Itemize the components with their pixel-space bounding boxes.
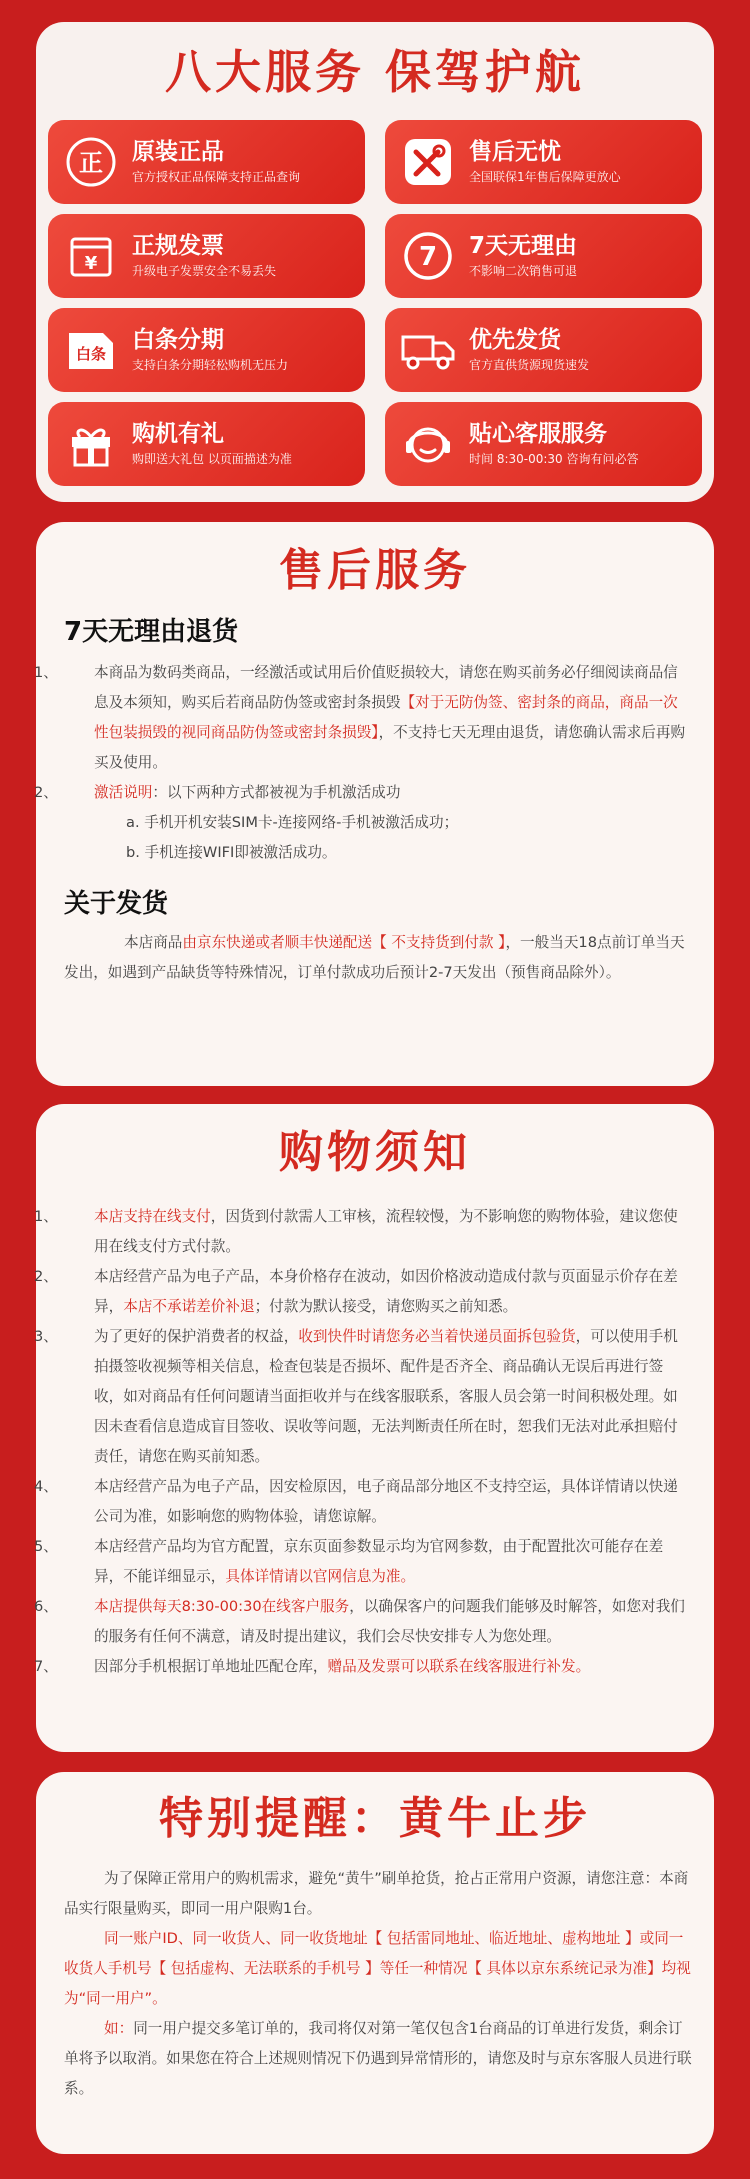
service-aftersales — [385, 120, 702, 204]
service-customer-support — [385, 402, 702, 486]
services-grid — [48, 120, 702, 486]
genuine-badge-icon — [62, 133, 120, 191]
service-genuine — [48, 120, 365, 204]
aftersales-title: 售后服务 — [279, 545, 471, 596]
tools-icon — [399, 133, 457, 191]
warning-paragraph-1: 为了保障正常用户的购机需求，避免“黄牛”刷单抢货，抢占正常用户资源，请您注意：本商品实行限量购买，即同一用户限购1台。 — [64, 1870, 689, 1917]
service-subtitle: 购即送大礼包 以页面描述为准 — [132, 452, 292, 466]
shipping-text: 本店商品由京东快递或者顺丰快递配送【 不支持货到付款 】，一般当天18点前订单当天发出，如遇到产品缺货等特殊情况，订单付款成功后预计2-7天发出（预售商品除外）。 — [64, 934, 685, 981]
notice-item-1: 1、 本店支持在线支付，因货到付款需人工审核，流程较慢，为不影响您的购物体验，建议您使用在线支付方式付款。 — [34, 1208, 678, 1255]
service-subtitle: 不影响二次销售可退 — [469, 264, 578, 278]
return-policy-item-1: 1、 本商品为数码类商品，一经激活或试用后价值贬损较大，请您在购买前务必仔细阅读商品信息及本须知，购买后若商品防伪签或密封条损毁【对于无防伪签、密封条的商品，商品一次性包装损毁的视同商品防伪签或密封条损毁】，不支持七天无理由退货，请您确认需求后再购买及使用。 — [34, 664, 686, 771]
svg-text:7: 7 — [418, 242, 438, 272]
notice-item-7: 7、 因部分手机根据订单地址匹配仓库，赠品及发票可以联系在线客服进行补发。 — [34, 1658, 591, 1675]
delivery-truck-icon — [399, 321, 457, 379]
notice-item-6: 6、 本店提供每天8:30-00:30在线客户服务，以确保客户的问题我们能够及时解答，如您对我们的服务有任何不满意，请及时提出建议，我们会尽快安排专人为您处理。 — [34, 1598, 685, 1645]
service-gift — [48, 402, 365, 486]
shopping-notice-title: 购物须知 — [279, 1127, 471, 1178]
service-invoice — [48, 214, 365, 298]
notice-item-4: 4、 本店经营产品为电子产品，因安检原因，电子商品部分地区不支持空运，具体详情请以快递公司为准，如影响您的购物体验，请您谅解。 — [34, 1478, 678, 1525]
service-title: 贴心客服服务 — [469, 421, 607, 447]
service-baitiao — [48, 308, 365, 392]
notice-item-3: 3、 为了更好的保护消费者的权益，收到快件时请您务必当着快递员面拆包验货，可以使用手机拍摄签收视频等相关信息，检查包装是否损坏、配件是否齐全、商品确认无误后再进行签收，如对商品有任何问题请当面拒收并与在线客服联系，客服人员会第一时间积极处理。如因未查看信息造成盲目签收、误收等问题，无法判断责任所在时，恕我们无法对此承担赔付责任，请您在购买前知悉。 — [34, 1328, 678, 1465]
svg-text:正: 正 — [79, 149, 103, 177]
service-subtitle: 时间 8:30-00:30 咨询有问必答 — [469, 452, 639, 466]
activation-method-a: a. 手机开机安装SIM卡-连接网络-手机被激活成功； — [126, 814, 459, 831]
service-title: 7天无理由 — [469, 233, 578, 259]
gift-icon — [62, 415, 120, 473]
service-title: 白条分期 — [132, 327, 224, 353]
svg-text:¥: ¥ — [84, 253, 98, 274]
service-subtitle: 全国联保1年售后保障更放心 — [469, 170, 621, 184]
shipping-heading: 关于发货 — [64, 889, 169, 919]
service-subtitle: 支持白条分期轻松购机无压力 — [132, 358, 289, 372]
customer-service-icon — [399, 415, 457, 473]
service-seven-day — [385, 214, 702, 298]
service-subtitle: 升级电子发票安全不易丢失 — [132, 264, 277, 278]
special-warning-title: 特别提醒：黄牛止步 — [159, 1793, 591, 1844]
service-title: 优先发货 — [469, 327, 561, 353]
activation-method-b: b. 手机连接WIFI即被激活成功。 — [126, 844, 337, 861]
svg-text:白条: 白条 — [75, 345, 107, 363]
special-warning-card — [36, 1772, 714, 2154]
services-title: 八大服务 保驾护航 — [164, 45, 585, 99]
notice-item-2: 2、 本店经营产品为电子产品，本身价格存在波动，如因价格波动造成付款与页面显示价存在差异，本店不承诺差价补退；付款为默认接受，请您购买之前知悉。 — [34, 1268, 678, 1315]
service-subtitle: 官方授权正品保障支持正品查询 — [132, 170, 301, 184]
service-subtitle: 官方直供货源现货速发 — [469, 358, 590, 372]
invoice-icon — [62, 227, 120, 285]
service-title: 售后无忧 — [469, 139, 561, 165]
return-policy-heading: 7天无理由退货 — [64, 617, 239, 647]
service-title: 正规发票 — [132, 233, 224, 259]
return-policy-item-2: 2、 激活说明：以下两种方式都被视为手机激活成功 — [34, 784, 401, 801]
aftersales-card — [36, 522, 714, 1086]
service-title: 购机有礼 — [132, 421, 224, 447]
service-priority-shipping — [385, 308, 702, 392]
warning-paragraph-2: 同一账户ID、同一收货人、同一收货地址【 包括雷同地址、临近地址、虚构地址 】或同一收货人手机号【 包括虚构、无法联系的手机号 】等任一种情况【 具体以京东系统记录为准】均视为“同一用户”。 — [64, 1930, 691, 2007]
shopping-notice-card — [36, 1104, 714, 1752]
seven-day-icon — [399, 227, 457, 285]
notice-item-5: 5、 本店经营产品均为官方配置，京东页面参数显示均为官网参数，由于配置批次可能存在差异，不能详细显示，具体详情请以官网信息为准。 — [34, 1538, 664, 1585]
services-card — [36, 22, 714, 502]
service-title: 原装正品 — [132, 139, 224, 165]
warning-paragraph-3: 如：同一用户提交多笔订单的，我司将仅对第一笔仅包含1台商品的订单进行发货，剩余订单将予以取消。如果您在符合上述规则情况下仍遇到异常情形的，请您及时与京东客服人员进行联系。 — [64, 2020, 692, 2097]
baitiao-icon — [62, 321, 120, 379]
